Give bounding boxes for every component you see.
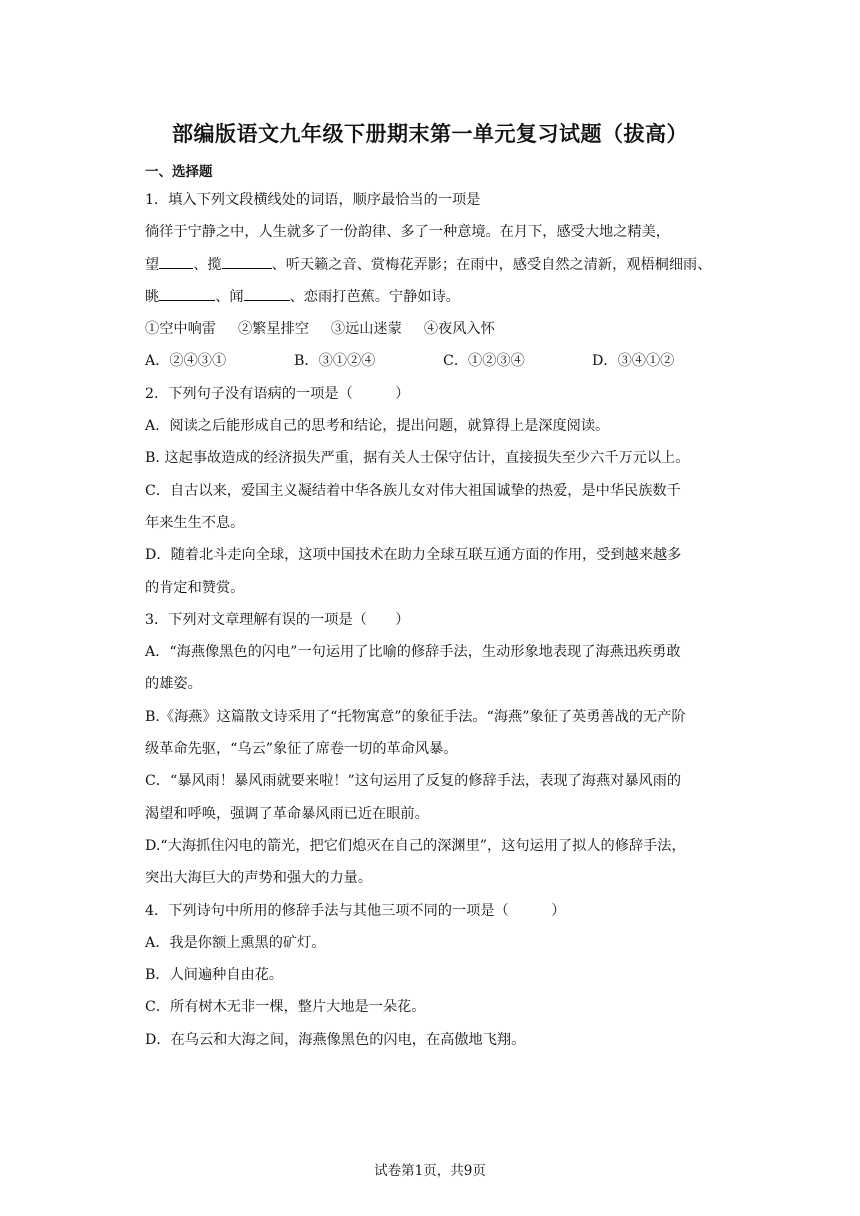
q1-passage-line: 徜徉于宁静之中，人生就多了一份韵律、多了一种意境。在月下，感受大地之精美， bbox=[145, 224, 670, 241]
q1-choices bbox=[145, 313, 720, 345]
q4-stem: 4．下列诗句中所用的修辞手法与其他三项不同的一项是（ ） bbox=[145, 902, 566, 919]
option-c: C．①②③④ bbox=[443, 353, 525, 370]
answer-blank bbox=[159, 286, 215, 301]
answer-blank bbox=[244, 286, 290, 301]
page-title: 部编版语文九年级下册期末第一单元复习试题（拔高） bbox=[172, 122, 688, 146]
option-b: B.《海燕》这篇散文诗采用了“托物寓意”的象征手法。“海燕”象征了英勇善战的无产阶 bbox=[145, 708, 686, 725]
choice-item: ②繁星排空 bbox=[237, 321, 309, 338]
option-a: A．阅读之后能形成自己的思考和结论，提出问题，就算得上是深度阅读。 bbox=[145, 418, 610, 435]
option-b: B. 这起事故造成的经济损失严重，据有关人士保守估计，直接损失至少六千万元以上。 bbox=[145, 450, 690, 467]
option-d-cont: 的肯定和赞赏。 bbox=[145, 579, 245, 596]
option-b: B．③①②④ bbox=[294, 353, 376, 370]
option-d: D．③④①② bbox=[592, 353, 675, 370]
q2-stem: 2．下列句子没有语病的一项是（ ） bbox=[145, 385, 410, 402]
option-a: A．“海燕像黑色的闪电”一句运用了比喻的修辞手法，生动形象地表现了海燕迅疾勇敢 bbox=[145, 644, 681, 661]
option-a: A．②④③① bbox=[145, 353, 227, 370]
choice-item: ④夜风入怀 bbox=[423, 321, 495, 338]
option-c-cont: 渴望和呼唤，强调了革命暴风雨已近在眼前。 bbox=[145, 805, 429, 822]
section-heading: 一、选择题 bbox=[145, 164, 213, 180]
answer-blank bbox=[159, 254, 193, 269]
option-c: C．所有树木无非一棵，整片大地是一朵花。 bbox=[145, 999, 426, 1016]
option-a: A．我是你额上熏黑的矿灯。 bbox=[145, 934, 326, 951]
q1-passage-line: 眺 、闻 、恋雨打芭蕉。宁静如诗。 bbox=[145, 281, 720, 313]
questions bbox=[145, 184, 720, 1056]
option-d: D．随着北斗走向全球，这项中国技术在助力全球互联互通方面的作用，受到越来越多 bbox=[145, 547, 682, 564]
q3-stem: 3．下列对文章理解有误的一项是（ ） bbox=[145, 611, 410, 628]
option-d: D.“大海抓住闪电的箭光，把它们熄灭在自己的深渊里”，这句运用了拟人的修辞手法， bbox=[145, 837, 686, 854]
option-b: B．人间遍种自由花。 bbox=[145, 967, 284, 984]
choice-item: ③远山迷蒙 bbox=[330, 321, 402, 338]
option-d-cont: 突出大海巨大的声势和强大的力量。 bbox=[145, 870, 373, 887]
option-d: D．在乌云和大海之间，海燕像黑色的闪电，在高傲地飞翔。 bbox=[145, 1031, 526, 1048]
option-c-cont: 年来生生不息。 bbox=[145, 514, 245, 531]
q1-options bbox=[145, 345, 720, 377]
option-b-cont: 级革命先驱，“乌云”象征了席卷一切的革命风暴。 bbox=[145, 741, 458, 758]
answer-blank bbox=[222, 254, 272, 269]
q1-stem: 1．填入下列文段横线处的词语，顺序最恰当的一项是 bbox=[145, 192, 481, 208]
choice-item: ①空中响雷 bbox=[145, 321, 216, 338]
q1-passage-line: 望 、揽 、听天籁之音、赏梅花弄影；在雨中，感受自然之清新，观梧桐细雨、 bbox=[145, 249, 720, 281]
option-c: C．“暴风雨！暴风雨就要来啦！”这句运用了反复的修辞手法，表现了海燕对暴风雨的 bbox=[145, 773, 682, 790]
page-footer: 试卷第1页，共9页 bbox=[374, 1163, 486, 1179]
option-c: C．自古以来，爱国主义凝结着中华各族儿女对伟大祖国诚挚的热爱，是中华民族数千 bbox=[145, 482, 681, 499]
option-a-cont: 的雄姿。 bbox=[145, 676, 202, 693]
